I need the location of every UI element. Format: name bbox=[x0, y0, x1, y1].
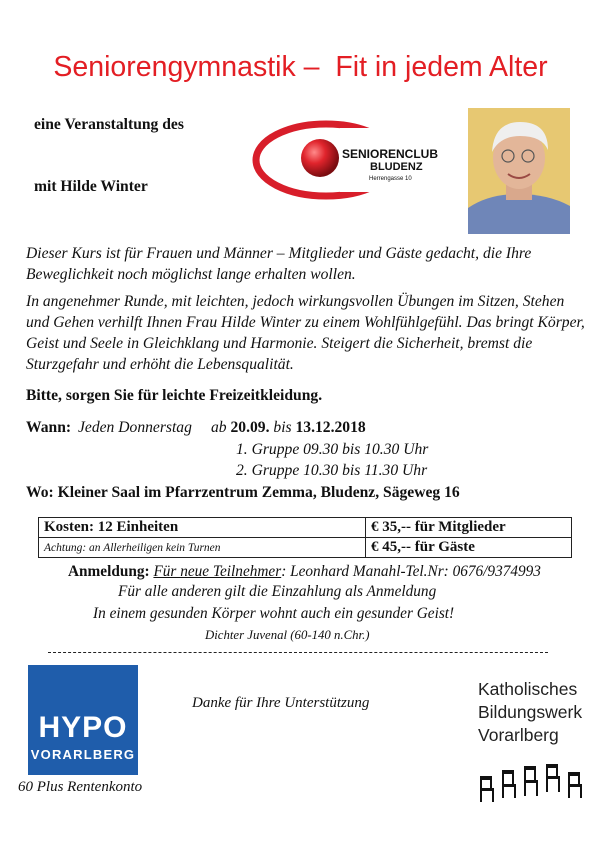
schedule-dates: ab 20.09. bis 13.12.2018 bbox=[211, 419, 366, 436]
registration-contact: : Leonhard Manahl-Tel.Nr: 0676/9374993 bbox=[281, 563, 541, 580]
schedule-label: Wann: bbox=[26, 419, 72, 436]
costs-note: Achtung: an Allerheiligen kein Turnen bbox=[39, 538, 366, 558]
schedule-row bbox=[26, 419, 366, 437]
registration-line bbox=[68, 563, 541, 581]
chairs-icon bbox=[476, 762, 586, 804]
quote: In einem gesunden Körper wohnt auch ein gesunder Geist! bbox=[93, 605, 455, 622]
description-paragraph: In angenehmer Runde, mit leichten, jedoch wirkungsvollen Übungen im Sitzen, Stehen und Gehen verhilft Ihnen Frau Hilde Winter zu einem Wohlfühlgefühl. Das bringt Körper, Geist und Seele in Gleichklang und Harmonie. Steigert die Sicherheit, bremst die Sturzgefahr und erhöht die Lebensqualität. bbox=[26, 293, 585, 373]
kbw-logo-text bbox=[478, 678, 582, 747]
kbw-line-3: Vorarlberg bbox=[478, 725, 559, 745]
hypo-name: HYPO bbox=[38, 711, 128, 744]
new-participants: Für neue Teilnehmer bbox=[153, 563, 282, 580]
intro-paragraph: Dieser Kurs ist für Frauen und Männer – Mitglieder und Gäste gedacht, die Ihre Beweglichkeit noch möglichst lange erhalten wollen. bbox=[26, 245, 532, 283]
price-guests: € 45,-- für Gäste bbox=[366, 538, 572, 558]
costs-table bbox=[38, 517, 572, 558]
hypo-logo bbox=[28, 665, 138, 775]
clothing-note: Bitte, sorgen Sie für leichte Freizeitkleidung. bbox=[26, 387, 323, 404]
kbw-line-2: Bildungswerk bbox=[478, 702, 583, 722]
group-2-time: 2. Gruppe 10.30 bis 11.30 Uhr bbox=[236, 462, 428, 479]
quote-author: Dichter Juvenal (60-140 n.Chr.) bbox=[205, 628, 370, 642]
kbw-line-1: Katholisches bbox=[478, 679, 578, 699]
organizer-intro: eine Veranstaltung des bbox=[34, 116, 184, 133]
logo-name: SENIORENCLUB bbox=[342, 147, 439, 161]
page-title: Seniorengymnastik – Fit in jedem Alter bbox=[53, 51, 548, 83]
hypo-region: VORARLBERG bbox=[30, 747, 136, 762]
schedule-day: Jeden Donnerstag bbox=[78, 419, 192, 436]
instructor-photo bbox=[468, 108, 570, 234]
dashed-divider bbox=[48, 652, 548, 653]
price-members: € 35,-- für Mitglieder bbox=[366, 518, 572, 538]
registration-label: Anmeldung: bbox=[68, 563, 150, 580]
thanks-text: Danke für Ihre Unterstützung bbox=[192, 695, 370, 711]
red-ball-icon bbox=[301, 139, 339, 177]
instructor-intro: mit Hilde Winter bbox=[34, 178, 148, 195]
costs-label: Kosten: 12 Einheiten bbox=[39, 518, 366, 538]
logo-address: Herrengasse 10 bbox=[369, 176, 412, 182]
group-1-time: 1. Gruppe 09.30 bis 10.30 Uhr bbox=[236, 441, 429, 458]
sponsor-product: 60 Plus Rentenkonto bbox=[18, 779, 143, 795]
logo-city: BLUDENZ bbox=[370, 161, 423, 173]
registration-others: Für alle anderen gilt die Einzahlung als Anmeldung bbox=[118, 583, 437, 600]
location: Wo: Kleiner Saal im Pfarrzentrum Zemma, Bludenz, Sägeweg 16 bbox=[26, 484, 460, 501]
seniorenclub-logo bbox=[252, 118, 457, 202]
